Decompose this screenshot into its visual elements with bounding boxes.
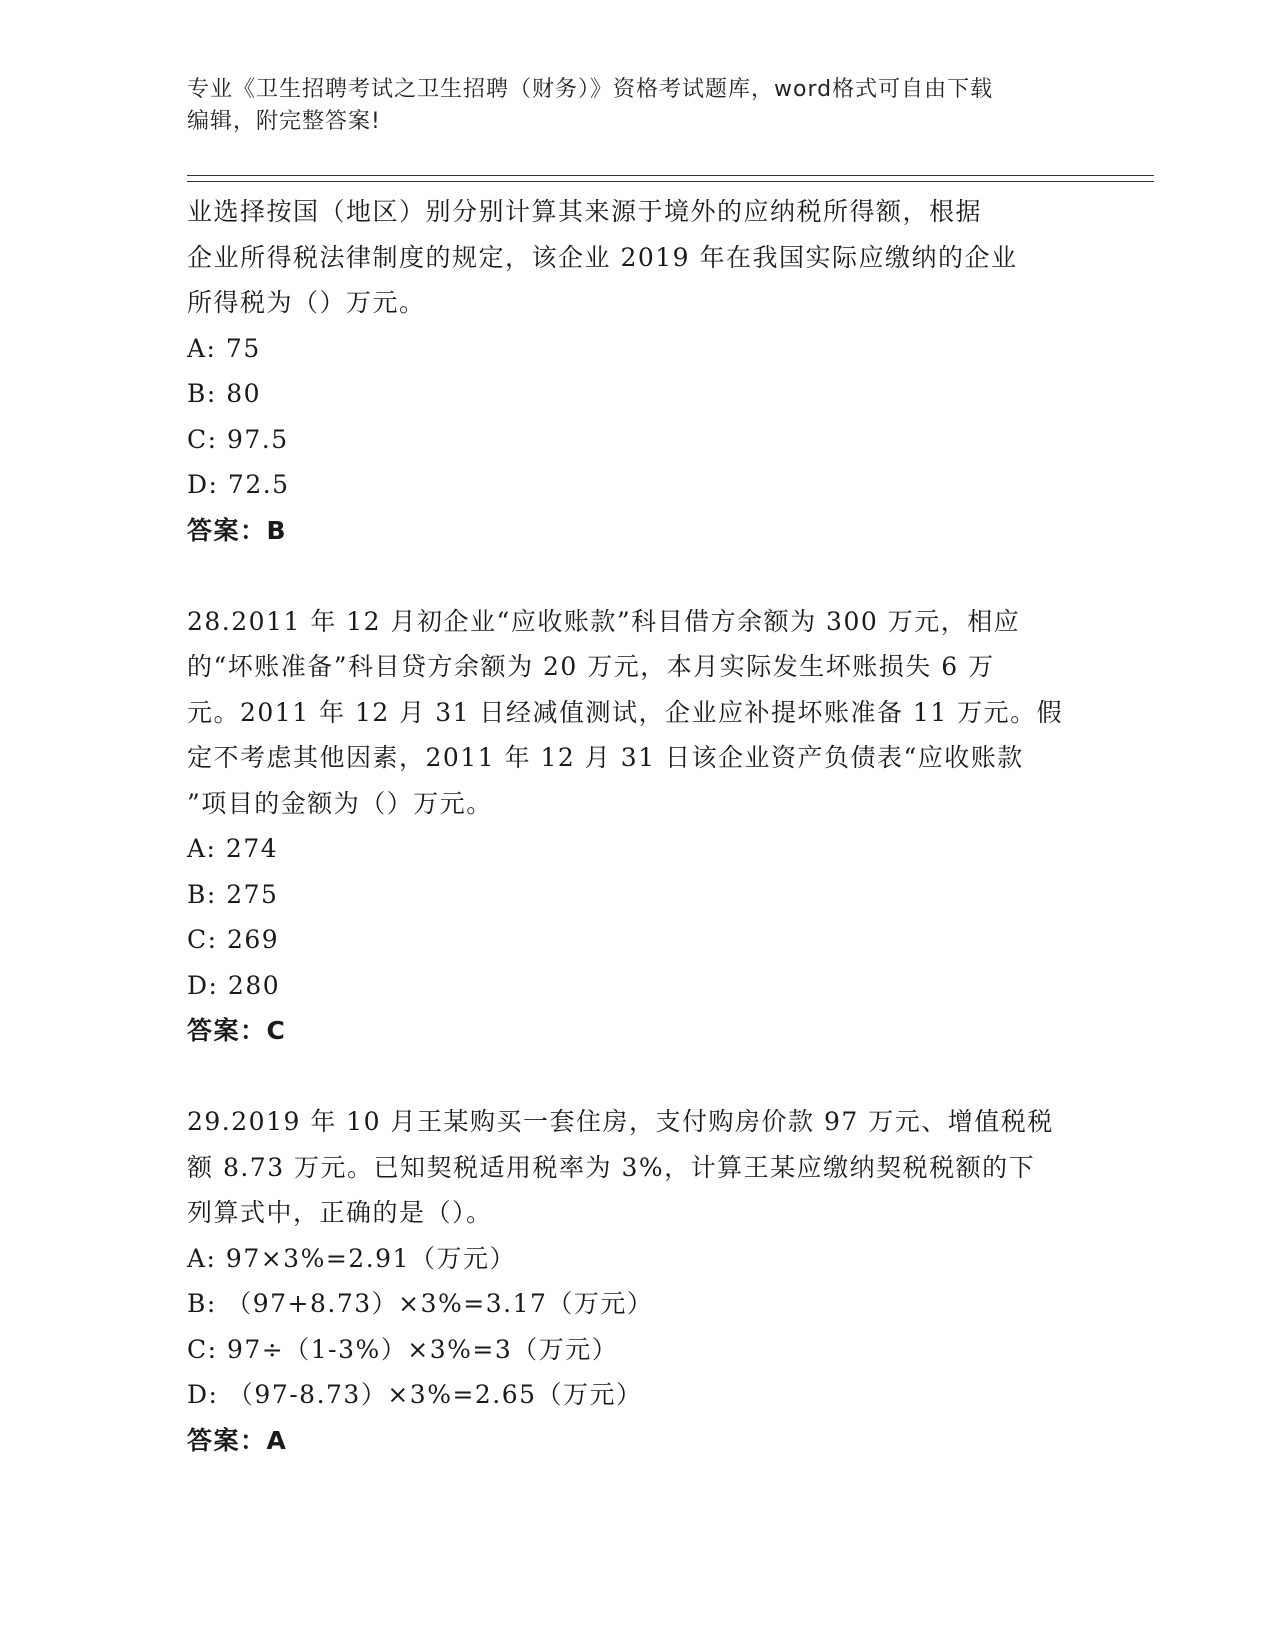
document-header: [187, 74, 1087, 138]
document-body: [187, 189, 1087, 1463]
question-28-text-line-1: 28.2011 年 12 月初企业“应收账款”科目借方余额为 300 万元，相应: [187, 606, 1021, 636]
question-28-text-line-2: 的“坏账准备”科目贷方余额为 20 万元，本月实际发生坏账损失 6 万: [187, 652, 995, 681]
question-27-text-line-3: 所得税为（）万元。: [187, 288, 426, 317]
question-28-option-d: D: 280: [187, 970, 281, 1000]
header-line-1: 专业《卫生招聘考试之卫生招聘（财务）》资格考试题库，word格式可自由下载: [187, 77, 994, 102]
question-28-option-c: C: 269: [187, 925, 280, 954]
question-29-text-line-1: 29.2019 年 10 月王某购买一套住房，支付购房价款 97 万元、增值税税: [187, 1107, 1054, 1136]
question-29-option-d: D: （97-8.73）×3%=2.65（万元）: [187, 1380, 643, 1409]
question-29-option-a: A: 97×3%=2.91（万元）: [187, 1243, 516, 1273]
paragraph-spacer: [187, 553, 1087, 599]
question-27-option-c: C: 97.5: [187, 424, 289, 454]
question-28-text-line-3: 元。2011 年 12 月 31 日经减值测试，企业应补提坏账准备 11 万元。假: [187, 697, 1064, 727]
question-27-text-line-2: 企业所得税法律制度的规定，该企业 2019 年在我国实际应缴纳的企业: [187, 242, 1018, 272]
question-29-text-line-3: 列算式中，正确的是（）。: [187, 1198, 493, 1227]
question-28-option-a: A: 274: [187, 834, 279, 863]
question-27-block: [187, 189, 1087, 553]
question-29-block: [187, 1099, 1087, 1463]
header-divider-bottom: [187, 181, 1154, 182]
question-28-text-line-5: ”项目的金额为（）万元。: [187, 788, 493, 818]
question-27-option-d: D: 72.5: [187, 470, 290, 499]
question-29-option-b: B: （97+8.73）×3%=3.17（万元）: [187, 1289, 654, 1318]
question-27-text-line-1: 业选择按国（地区）别分别计算其来源于境外的应纳税所得额，根据: [187, 197, 983, 226]
paragraph-spacer: [187, 1054, 1087, 1100]
question-28-option-b: B: 275: [187, 879, 279, 909]
question-29-option-c: C: 97÷（1-3%）×3%=3（万元）: [187, 1334, 619, 1364]
question-28-block: [187, 599, 1087, 1054]
question-27-answer: 答案：B: [187, 515, 288, 545]
question-28-answer: 答案：C: [187, 1016, 287, 1045]
question-27-option-a: A: 75: [187, 333, 261, 363]
question-29-answer: 答案：A: [187, 1425, 288, 1455]
header-line-2: 编辑，附完整答案!: [187, 109, 381, 134]
question-27-option-b: B: 80: [187, 379, 262, 408]
question-29-text-line-2: 额 8.73 万元。已知契税适用税率为 3%，计算王某应缴纳契税税额的下: [187, 1152, 1036, 1182]
header-divider-top: [187, 175, 1154, 176]
question-28-text-line-4: 定不考虑其他因素，2011 年 12 月 31 日该企业资产负债表“应收账款: [187, 743, 1024, 772]
